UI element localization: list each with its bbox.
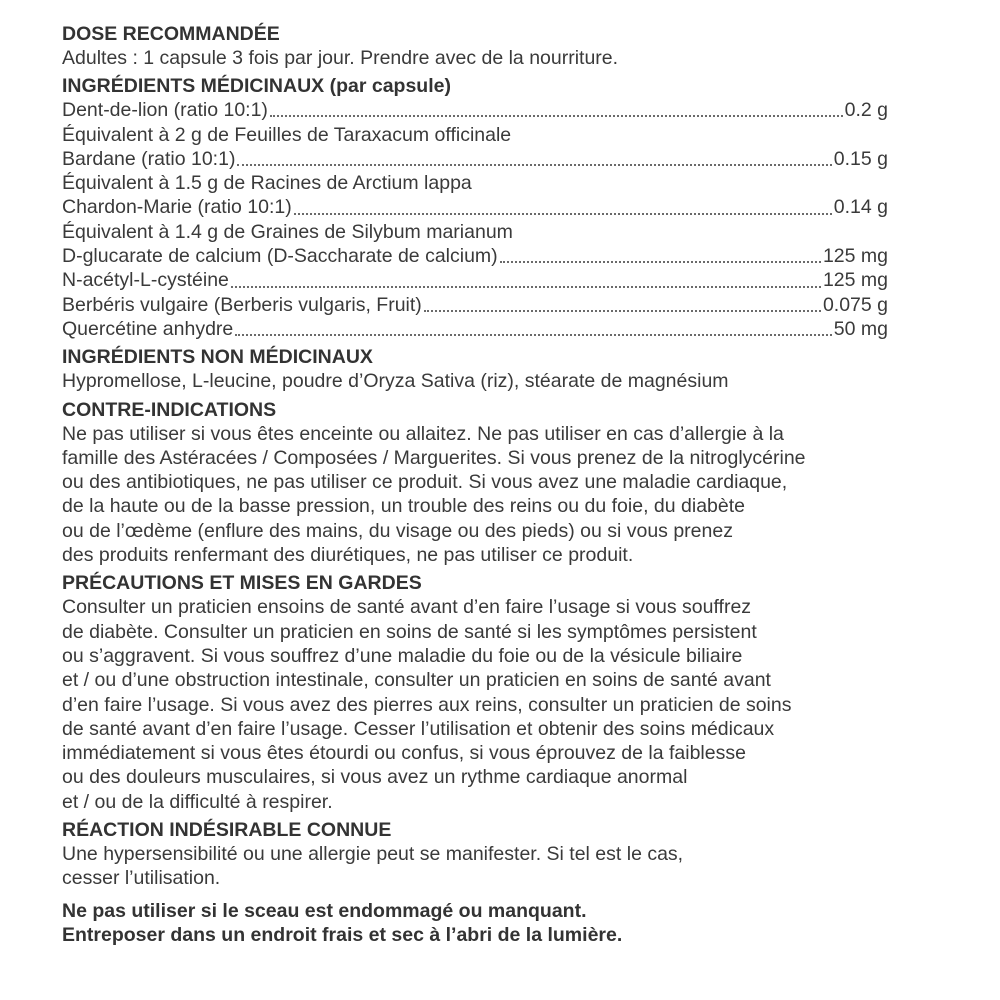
dose-text: Adultes : 1 capsule 3 fois par jour. Prendre avec de la nourriture. [62, 47, 619, 69]
adverse-reaction-section [62, 818, 932, 891]
dot-leader [294, 213, 832, 215]
dot-leader [235, 334, 832, 336]
adverse-reaction-line: Une hypersensibilité ou une allergie peut se manifester. Si tel est le cas, [62, 843, 684, 866]
contraindications-line: ou de l’œdème (enflure des mains, du visage ou des pieds) ou si vous prenez [62, 519, 733, 542]
dose-heading: DOSE RECOMMANDÉE [62, 23, 280, 45]
contraindications-heading: CONTRE-INDICATIONS [62, 398, 277, 421]
contraindications-line: Ne pas utiliser si vous êtes enceinte ou allaitez. Ne pas utiliser en cas d’allergie à la [62, 422, 784, 445]
ingredient-name: Dent-de-lion (ratio 10:1) [62, 99, 268, 122]
ingredient-amount: 0.2 g [844, 99, 888, 122]
ingredient-row [62, 317, 888, 341]
precautions-line: et / ou de la difficulté à respirer. [62, 790, 333, 813]
precautions-line: d’en faire l’usage. Si vous avez des pierres aux reins, consulter un praticien de soins [62, 693, 792, 716]
non-medicinal-heading: INGRÉDIENTS NON MÉDICINAUX [62, 346, 373, 369]
adverse-reaction-heading: RÉACTION INDÉSIRABLE CONNUE [62, 819, 392, 842]
precautions-line: de diabète. Consulter un praticien en soins de santé si les symptômes persistent [62, 620, 757, 643]
contraindications-section [62, 398, 932, 568]
contraindications-line: des produits renfermant des diurétiques, ne pas utiliser ce produit. [62, 544, 634, 567]
ingredient-name: Quercétine anhydre [62, 317, 234, 340]
ingredient-row [62, 268, 888, 292]
dot-leader [424, 310, 821, 312]
ingredient-row [62, 147, 888, 171]
storage-instruction: Entreposer dans un endroit frais et sec à l’abri de la lumière. [62, 924, 623, 947]
storage-warnings [62, 899, 932, 948]
contraindications-line: de la haute ou de la basse pression, un trouble des reins ou du foie, du diabète [62, 495, 745, 518]
contraindications-line: famille des Astéracées / Composées / Marguerites. Si vous prenez de la nitroglycérine [62, 446, 806, 469]
precautions-line: et / ou d’une obstruction intestinale, consulter un praticien en soins de santé avant [62, 669, 771, 692]
supplement-label [62, 22, 932, 948]
precautions-line: ou des douleurs musculaires, si vous avez un rythme cardiaque anormal [62, 766, 688, 789]
precautions-section [62, 571, 932, 814]
precautions-heading: PRÉCAUTIONS ET MISES EN GARDES [62, 572, 422, 595]
dot-leader [237, 164, 831, 166]
ingredient-amount: 0.075 g [822, 293, 888, 316]
ingredient-equivalent: Équivalent à 1.5 g de Racines de Arctium lappa [62, 172, 472, 195]
precautions-line: ou s’aggravent. Si vous souffrez d’une maladie du foie ou de la vésicule biliaire [62, 644, 743, 667]
precautions-line: Consulter un praticien ensoins de santé avant d’en faire l’usage si vous souffrez [62, 596, 752, 619]
ingredient-row [62, 98, 888, 122]
ingredient-row [62, 293, 888, 317]
medicinal-ingredients-heading [62, 74, 932, 98]
non-medicinal-section [62, 345, 932, 393]
ingredient-amount: 125 mg [822, 245, 888, 268]
ingredient-amount: 0.14 g [833, 196, 888, 219]
ingredient-row [62, 244, 888, 268]
ingredient-equivalent: Équivalent à 2 g de Feuilles de Taraxacum officinale [62, 123, 512, 146]
ingredient-amount: 0.15 g [833, 147, 888, 170]
ingredient-amount: 125 mg [822, 269, 888, 292]
ingredient-name: Berbéris vulgaire (Berberis vulgaris, Fruit) [62, 293, 422, 316]
ingredient-name: Chardon-Marie (ratio 10:1) [62, 196, 292, 219]
ingredient-name: N-acétyl-L-cystéine [62, 269, 229, 292]
seal-warning: Ne pas utiliser si le sceau est endommagé ou manquant. [62, 899, 587, 922]
adverse-reaction-line: cesser l’utilisation. [62, 867, 221, 890]
non-medicinal-text: Hypromellose, L-leucine, poudre d’Oryza Sativa (riz), stéarate de magnésium [62, 370, 729, 393]
medicinal-heading-suffix: (par capsule) [324, 75, 451, 98]
precautions-line: de santé avant d’en faire l’usage. Cesser l’utilisation et obtenir des soins médicaux [62, 717, 775, 740]
precautions-line: immédiatement si vous êtes étourdi ou confus, si vous éprouvez de la faiblesse [62, 742, 746, 765]
dose-section [62, 22, 932, 70]
dot-leader [500, 261, 821, 263]
ingredient-row [62, 195, 888, 219]
dot-leader [270, 115, 843, 117]
dot-leader [231, 286, 821, 288]
ingredient-name: Bardane (ratio 10:1) [62, 147, 236, 170]
ingredient-equivalent: Équivalent à 1.4 g de Graines de Silybum marianum [62, 220, 513, 243]
medicinal-ingredients-section [62, 74, 932, 341]
contraindications-line: ou des antibiotiques, ne pas utiliser ce produit. Si vous avez une maladie cardiaque, [62, 471, 788, 494]
ingredient-name: D-glucarate de calcium (D-Saccharate de calcium) [62, 245, 498, 268]
ingredient-amount: 50 mg [833, 317, 888, 340]
medicinal-heading-main: INGRÉDIENTS MÉDICINAUX [62, 75, 325, 98]
